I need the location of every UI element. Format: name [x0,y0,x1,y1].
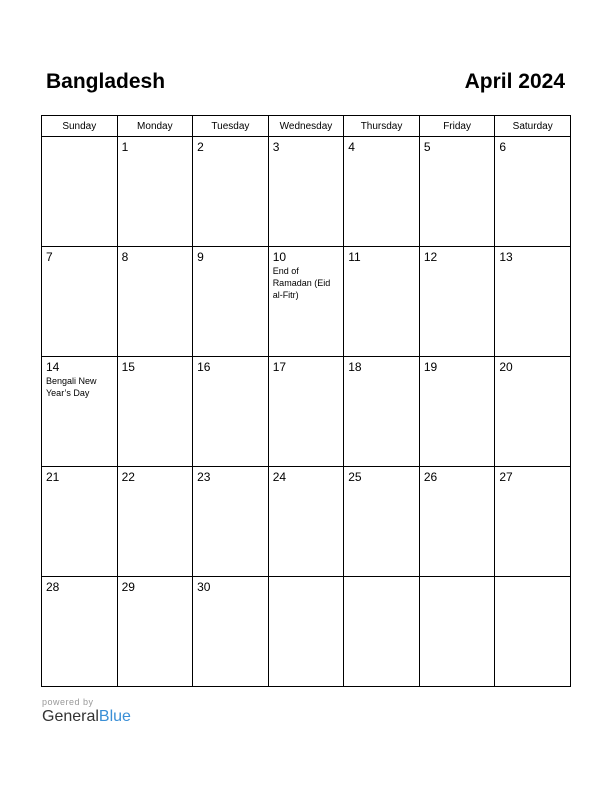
day-cell [344,247,420,357]
day-cell [193,577,269,687]
country-title: Bangladesh [46,70,166,93]
day-number: 25 [348,470,362,484]
day-cell [344,577,420,687]
day-cell [419,357,495,467]
day-number: 14 [46,360,60,374]
weekday-sunday: Sunday [42,116,118,137]
calendar-header [41,70,571,100]
day-cell [193,137,269,247]
week-row [42,577,571,687]
day-cell [419,577,495,687]
weekday-wednesday: Wednesday [268,116,344,137]
day-cell [117,467,193,577]
weekday-saturday: Saturday [495,116,571,137]
day-number: 26 [423,470,438,484]
day-cell [495,137,571,247]
day-cell [419,247,495,357]
day-cell [419,137,495,247]
day-cell [268,467,344,577]
day-cell [117,247,193,357]
weekday-tuesday: Tuesday [193,116,269,137]
day-number: 5 [423,140,431,154]
day-cell [268,247,344,357]
day-number: 4 [348,140,355,154]
day-number: 23 [197,470,211,484]
day-cell [344,467,420,577]
day-cell [42,357,118,467]
day-cell [268,357,344,467]
week-row [42,247,571,357]
day-cell [117,577,193,687]
day-number: 18 [348,360,362,374]
day-number: 22 [121,470,135,484]
day-cell [193,247,269,357]
week-row [42,357,571,467]
day-number: 27 [499,470,513,484]
day-cell [344,357,420,467]
footer-branding [42,697,131,726]
day-cell [42,577,118,687]
day-cell [42,247,118,357]
week-row [42,467,571,577]
day-number: 1 [121,140,129,154]
brand-general-text: General [42,708,99,725]
day-cell [42,137,118,247]
weekday-monday: Monday [117,116,193,137]
day-number: 28 [46,580,60,594]
day-cell [193,357,269,467]
day-cell [193,467,269,577]
weekday-friday: Friday [419,116,495,137]
day-cell [117,357,193,467]
day-number: 9 [197,250,204,264]
calendar-grid [41,115,571,687]
day-number: 19 [423,360,438,374]
weekday-thursday: Thursday [344,116,420,137]
day-number: 21 [46,470,60,484]
day-number: 2 [197,140,204,154]
day-number: 10 [272,250,287,264]
day-cell [268,577,344,687]
day-number: 8 [121,250,129,264]
day-number: 16 [197,360,211,374]
day-cell [268,137,344,247]
week-row [42,137,571,247]
weekday-header-row [42,116,571,137]
day-number: 29 [121,580,135,594]
generalblue-logo[interactable] [42,708,131,726]
holiday-label: Bengali New Year’s Day [46,376,97,398]
day-cell [419,467,495,577]
day-cell [344,137,420,247]
day-number: 6 [499,140,507,154]
month-title: April 2024 [464,70,565,93]
day-cell [495,467,571,577]
day-number: 15 [121,360,135,374]
day-number: 7 [46,250,53,264]
brand-blue-text: Blue [98,708,131,725]
day-number: 12 [423,250,438,264]
day-number: 13 [499,250,513,264]
day-number: 11 [348,250,361,264]
day-cell [495,247,571,357]
day-number: 17 [272,360,287,374]
day-cell [495,357,571,467]
holiday-label: End of Ramadan (Eid al-Fitr) [272,266,331,300]
day-cell [495,577,571,687]
day-cell [42,467,118,577]
day-number: 3 [272,140,280,154]
day-number: 30 [197,580,211,594]
powered-by-label: powered by [42,697,94,707]
day-number: 20 [499,360,513,374]
day-number: 24 [272,470,287,484]
day-cell [117,137,193,247]
